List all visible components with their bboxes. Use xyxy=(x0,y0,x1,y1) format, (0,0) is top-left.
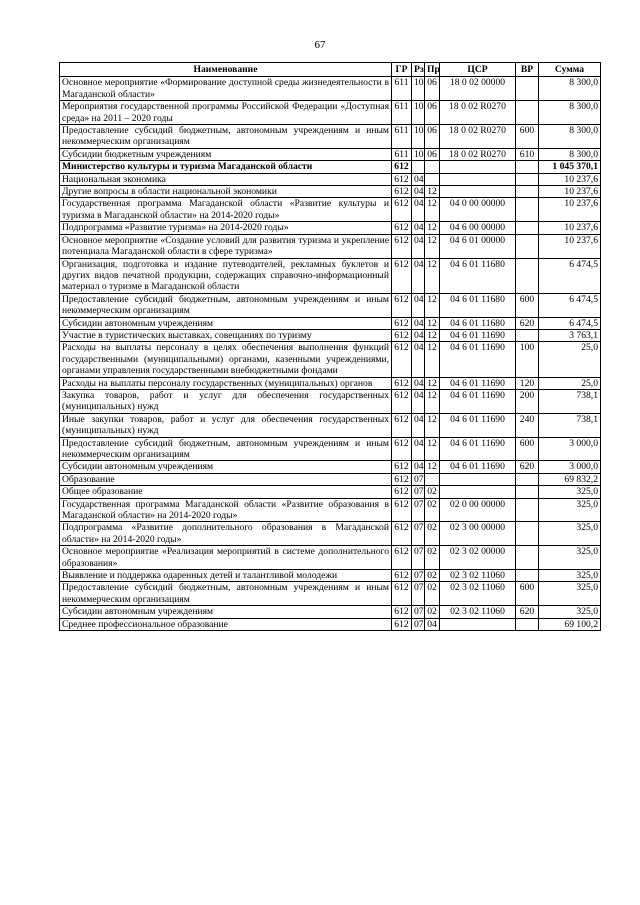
cell-pr: 12 xyxy=(425,186,440,198)
cell-pr: 06 xyxy=(425,148,440,160)
table-row xyxy=(60,317,601,329)
cell-gr: 612 xyxy=(392,582,412,606)
cell-name: Министерство культуры и туризма Магаданской области xyxy=(60,161,392,173)
table-row xyxy=(60,125,601,149)
table-row xyxy=(60,498,601,522)
cell-sum: 69 832,2 xyxy=(539,473,601,485)
cell-name: Субсидии автономным учреждениям xyxy=(60,317,392,329)
cell-gr: 611 xyxy=(392,125,412,149)
cell-vr: 600 xyxy=(516,582,539,606)
cell-csr: 04 6 01 11680 xyxy=(440,293,516,317)
cell-name: Субсидии автономным учреждениям xyxy=(60,606,392,618)
cell-sum: 3 000,0 xyxy=(539,437,601,461)
cell-vr xyxy=(516,570,539,582)
cell-pr: 02 xyxy=(425,606,440,618)
header-pr: Пр xyxy=(425,63,440,77)
cell-pr: 12 xyxy=(425,389,440,413)
cell-pr xyxy=(425,161,440,173)
cell-vr: 600 xyxy=(516,293,539,317)
cell-vr xyxy=(516,234,539,258)
table-row xyxy=(60,329,601,341)
table-row xyxy=(60,546,601,570)
cell-rz: 10 xyxy=(412,148,425,160)
cell-name: Образование xyxy=(60,473,392,485)
cell-gr: 611 xyxy=(392,77,412,101)
table-row xyxy=(60,377,601,389)
cell-pr: 12 xyxy=(425,293,440,317)
cell-sum: 325,0 xyxy=(539,498,601,522)
cell-rz: 04 xyxy=(412,198,425,222)
header-vr: ВР xyxy=(516,63,539,77)
page-number: 67 xyxy=(314,39,326,51)
table-row xyxy=(60,293,601,317)
cell-csr: 02 0 00 00000 xyxy=(440,498,516,522)
cell-sum: 25,0 xyxy=(539,342,601,377)
cell-gr: 611 xyxy=(392,148,412,160)
cell-vr: 620 xyxy=(516,317,539,329)
table-row xyxy=(60,258,601,293)
cell-gr: 612 xyxy=(392,186,412,198)
cell-name: Государственная программа Магаданской области «Развитие культуры и туризма в Магаданской области» на 2014-2020 годы» xyxy=(60,198,392,222)
cell-gr: 612 xyxy=(392,498,412,522)
table-row xyxy=(60,522,601,546)
cell-pr: 12 xyxy=(425,198,440,222)
cell-csr: 02 3 02 11060 xyxy=(440,570,516,582)
table-header-row xyxy=(60,63,601,77)
cell-rz: 07 xyxy=(412,606,425,618)
cell-rz: 10 xyxy=(412,101,425,125)
cell-sum: 325,0 xyxy=(539,486,601,498)
cell-name: Предоставление субсидий бюджетным, автономным учреждениям и иным некоммерческим организациям xyxy=(60,293,392,317)
cell-sum: 8 300,0 xyxy=(539,148,601,160)
cell-name: Закупка товаров, работ и услуг для обеспечения государственных (муниципальных) нужд xyxy=(60,389,392,413)
cell-gr: 612 xyxy=(392,413,412,437)
cell-pr: 12 xyxy=(425,342,440,377)
table-row xyxy=(60,437,601,461)
cell-pr xyxy=(425,473,440,485)
table-row xyxy=(60,389,601,413)
cell-rz: 04 xyxy=(412,293,425,317)
cell-vr xyxy=(516,77,539,101)
cell-vr: 600 xyxy=(516,125,539,149)
cell-name: Основное мероприятие «Создание условий для развития туризма и укрепление потенциала Магаданской области в сфере туризма» xyxy=(60,234,392,258)
cell-gr: 612 xyxy=(392,234,412,258)
cell-gr: 612 xyxy=(392,258,412,293)
cell-name: Иные закупки товаров, работ и услуг для обеспечения государственных (муниципальных) нужд xyxy=(60,413,392,437)
table-row xyxy=(60,173,601,185)
cell-gr: 612 xyxy=(392,606,412,618)
cell-rz: 07 xyxy=(412,582,425,606)
cell-vr: 620 xyxy=(516,461,539,473)
cell-name: Основное мероприятие «Формирование доступной среды жизнедеятельности в Магаданской области» xyxy=(60,77,392,101)
table-row xyxy=(60,342,601,377)
cell-vr xyxy=(516,101,539,125)
cell-vr xyxy=(516,173,539,185)
cell-sum: 10 237,6 xyxy=(539,198,601,222)
cell-gr: 611 xyxy=(392,101,412,125)
cell-name: Субсидии бюджетным учреждениям xyxy=(60,148,392,160)
cell-sum: 10 237,6 xyxy=(539,222,601,234)
cell-vr xyxy=(516,222,539,234)
table-row xyxy=(60,570,601,582)
table-row xyxy=(60,77,601,101)
cell-pr: 12 xyxy=(425,413,440,437)
cell-csr xyxy=(440,186,516,198)
cell-csr: 18 0 02 R0270 xyxy=(440,125,516,149)
cell-rz: 04 xyxy=(412,234,425,258)
cell-csr: 18 0 02 R0270 xyxy=(440,148,516,160)
cell-pr: 02 xyxy=(425,570,440,582)
cell-rz: 04 xyxy=(412,329,425,341)
cell-gr: 612 xyxy=(392,317,412,329)
cell-vr xyxy=(516,473,539,485)
cell-vr xyxy=(516,161,539,173)
cell-rz: 07 xyxy=(412,546,425,570)
cell-gr: 612 xyxy=(392,570,412,582)
cell-vr xyxy=(516,522,539,546)
cell-sum: 10 237,6 xyxy=(539,234,601,258)
cell-csr: 04 6 01 11690 xyxy=(440,437,516,461)
cell-name: Расходы на выплаты персоналу государственных (муниципальных) органов xyxy=(60,377,392,389)
cell-pr: 02 xyxy=(425,498,440,522)
cell-rz: 07 xyxy=(412,486,425,498)
cell-rz: 04 xyxy=(412,377,425,389)
cell-sum: 325,0 xyxy=(539,522,601,546)
cell-rz: 04 xyxy=(412,258,425,293)
table-row xyxy=(60,413,601,437)
cell-rz: 04 xyxy=(412,222,425,234)
cell-vr: 120 xyxy=(516,377,539,389)
table-row xyxy=(60,101,601,125)
cell-vr: 100 xyxy=(516,342,539,377)
cell-sum: 325,0 xyxy=(539,606,601,618)
cell-pr: 06 xyxy=(425,125,440,149)
cell-pr: 02 xyxy=(425,486,440,498)
cell-rz: 04 xyxy=(412,317,425,329)
table-row xyxy=(60,486,601,498)
cell-rz: 10 xyxy=(412,125,425,149)
cell-pr: 12 xyxy=(425,258,440,293)
cell-vr xyxy=(516,546,539,570)
cell-name: Выявление и поддержка одаренных детей и талантливой молодежи xyxy=(60,570,392,582)
cell-csr: 04 6 01 11680 xyxy=(440,258,516,293)
table-row xyxy=(60,222,601,234)
cell-name: Подпрограмма «Развитие дополнительного образования в Магаданской области» на 2014-2020 годы» xyxy=(60,522,392,546)
cell-rz: 07 xyxy=(412,570,425,582)
cell-pr: 02 xyxy=(425,582,440,606)
cell-name: Среднее профессиональное образование xyxy=(60,618,392,630)
cell-rz: 04 xyxy=(412,389,425,413)
cell-pr: 04 xyxy=(425,618,440,630)
cell-sum: 8 300,0 xyxy=(539,125,601,149)
table-row xyxy=(60,473,601,485)
cell-sum: 8 300,0 xyxy=(539,101,601,125)
header-name: Наименование xyxy=(60,63,392,77)
cell-gr: 612 xyxy=(392,173,412,185)
cell-sum: 325,0 xyxy=(539,570,601,582)
cell-rz: 04 xyxy=(412,461,425,473)
cell-sum: 325,0 xyxy=(539,546,601,570)
cell-sum: 25,0 xyxy=(539,377,601,389)
cell-sum: 3 000,0 xyxy=(539,461,601,473)
cell-vr: 600 xyxy=(516,437,539,461)
cell-vr xyxy=(516,198,539,222)
cell-sum: 10 237,6 xyxy=(539,173,601,185)
cell-vr xyxy=(516,486,539,498)
table-row xyxy=(60,461,601,473)
cell-gr: 612 xyxy=(392,222,412,234)
cell-sum: 738,1 xyxy=(539,413,601,437)
table-row xyxy=(60,618,601,630)
cell-sum: 738,1 xyxy=(539,389,601,413)
cell-vr xyxy=(516,258,539,293)
cell-sum: 8 300,0 xyxy=(539,77,601,101)
cell-pr: 12 xyxy=(425,222,440,234)
cell-pr: 12 xyxy=(425,329,440,341)
cell-pr: 12 xyxy=(425,234,440,258)
cell-gr: 612 xyxy=(392,389,412,413)
cell-vr xyxy=(516,329,539,341)
cell-name: Государственная программа Магаданской области «Развитие образования в Магаданской области» на 2014-2020 годы» xyxy=(60,498,392,522)
cell-csr: 04 6 01 11680 xyxy=(440,317,516,329)
cell-sum: 1 045 370,1 xyxy=(539,161,601,173)
cell-csr: 02 3 02 11060 xyxy=(440,582,516,606)
cell-rz: 07 xyxy=(412,498,425,522)
cell-name: Подпрограмма «Развитие туризма» на 2014-2020 годы» xyxy=(60,222,392,234)
cell-name: Другие вопросы в области национальной экономики xyxy=(60,186,392,198)
cell-csr: 04 6 01 11690 xyxy=(440,413,516,437)
cell-csr: 04 0 00 00000 xyxy=(440,198,516,222)
cell-rz: 04 xyxy=(412,437,425,461)
cell-rz: 07 xyxy=(412,618,425,630)
cell-csr: 04 6 00 00000 xyxy=(440,222,516,234)
table-row xyxy=(60,234,601,258)
table-row xyxy=(60,606,601,618)
table-row xyxy=(60,582,601,606)
cell-csr: 02 3 00 00000 xyxy=(440,522,516,546)
cell-name: Субсидии автономным учреждениям xyxy=(60,461,392,473)
header-gr: ГР xyxy=(392,63,412,77)
cell-pr: 12 xyxy=(425,437,440,461)
cell-gr: 612 xyxy=(392,437,412,461)
cell-rz: 04 xyxy=(412,186,425,198)
cell-name: Мероприятия государственной программы Российской Федерации «Доступная среда» на 2011 – 2020 годы xyxy=(60,101,392,125)
header-csr: ЦСР xyxy=(440,63,516,77)
cell-vr xyxy=(516,618,539,630)
cell-name: Общее образование xyxy=(60,486,392,498)
table-row xyxy=(60,161,601,173)
cell-gr: 612 xyxy=(392,461,412,473)
table-row xyxy=(60,198,601,222)
cell-csr: 18 0 02 R0270 xyxy=(440,101,516,125)
cell-gr: 612 xyxy=(392,546,412,570)
cell-vr: 620 xyxy=(516,606,539,618)
cell-sum: 6 474,5 xyxy=(539,317,601,329)
cell-sum: 325,0 xyxy=(539,582,601,606)
cell-gr: 612 xyxy=(392,342,412,377)
table-row xyxy=(60,186,601,198)
header-rz: Рз xyxy=(412,63,425,77)
cell-pr xyxy=(425,173,440,185)
cell-pr: 06 xyxy=(425,101,440,125)
cell-csr: 04 6 01 11690 xyxy=(440,329,516,341)
cell-csr: 04 6 01 11690 xyxy=(440,461,516,473)
cell-name: Расходы на выплаты персоналу в целях обеспечения выполнения функций государственными (муниципальными) органами, казенными учреждениями, органами управления государственными внебюджетными фондами xyxy=(60,342,392,377)
header-sum: Сумма xyxy=(539,63,601,77)
cell-gr: 612 xyxy=(392,198,412,222)
cell-sum: 3 763,1 xyxy=(539,329,601,341)
cell-csr: 04 6 01 11690 xyxy=(440,389,516,413)
cell-csr: 04 6 01 00000 xyxy=(440,234,516,258)
cell-sum: 69 100,2 xyxy=(539,618,601,630)
cell-gr: 612 xyxy=(392,377,412,389)
cell-csr xyxy=(440,161,516,173)
cell-name: Организация, подготовка и издание путеводителей, рекламных буклетов и других видов печатной продукции, содержащих справочно-информационный материал о туризме в Магаданской области xyxy=(60,258,392,293)
cell-pr: 02 xyxy=(425,546,440,570)
cell-rz: 04 xyxy=(412,173,425,185)
cell-pr: 06 xyxy=(425,77,440,101)
cell-name: Предоставление субсидий бюджетным, автономным учреждениям и иным некоммерческим организациям xyxy=(60,582,392,606)
cell-csr: 02 3 02 11060 xyxy=(440,606,516,618)
cell-gr: 612 xyxy=(392,329,412,341)
cell-csr xyxy=(440,473,516,485)
cell-rz: 07 xyxy=(412,473,425,485)
cell-pr: 12 xyxy=(425,317,440,329)
cell-sum: 6 474,5 xyxy=(539,293,601,317)
cell-csr: 02 3 02 00000 xyxy=(440,546,516,570)
cell-name: Национальная экономика xyxy=(60,173,392,185)
cell-vr: 200 xyxy=(516,389,539,413)
cell-rz: 04 xyxy=(412,342,425,377)
cell-gr: 612 xyxy=(392,618,412,630)
cell-name: Предоставление субсидий бюджетным, автономным учреждениям и иным некоммерческим организациям xyxy=(60,125,392,149)
cell-rz xyxy=(412,161,425,173)
cell-sum: 6 474,5 xyxy=(539,258,601,293)
cell-csr xyxy=(440,173,516,185)
cell-csr: 04 6 01 11690 xyxy=(440,342,516,377)
cell-gr: 612 xyxy=(392,473,412,485)
cell-name: Участие в туристических выставках, совещаниях по туризму xyxy=(60,329,392,341)
cell-gr: 612 xyxy=(392,161,412,173)
cell-vr: 240 xyxy=(516,413,539,437)
cell-rz: 04 xyxy=(412,413,425,437)
table-row xyxy=(60,148,601,160)
cell-csr xyxy=(440,486,516,498)
cell-gr: 612 xyxy=(392,293,412,317)
cell-name: Предоставление субсидий бюджетным, автономным учреждениям и иным некоммерческим организациям xyxy=(60,437,392,461)
cell-rz: 10 xyxy=(412,77,425,101)
cell-name: Основное мероприятие «Реализация мероприятий в системе дополнительного образования» xyxy=(60,546,392,570)
cell-csr: 18 0 02 00000 xyxy=(440,77,516,101)
cell-gr: 612 xyxy=(392,522,412,546)
cell-rz: 07 xyxy=(412,522,425,546)
cell-csr: 04 6 01 11690 xyxy=(440,377,516,389)
cell-pr: 12 xyxy=(425,461,440,473)
cell-vr: 610 xyxy=(516,148,539,160)
cell-sum: 10 237,6 xyxy=(539,186,601,198)
cell-vr xyxy=(516,186,539,198)
cell-pr: 12 xyxy=(425,377,440,389)
cell-csr xyxy=(440,618,516,630)
cell-pr: 02 xyxy=(425,522,440,546)
cell-vr xyxy=(516,498,539,522)
cell-gr: 612 xyxy=(392,486,412,498)
budget-table xyxy=(59,62,601,631)
